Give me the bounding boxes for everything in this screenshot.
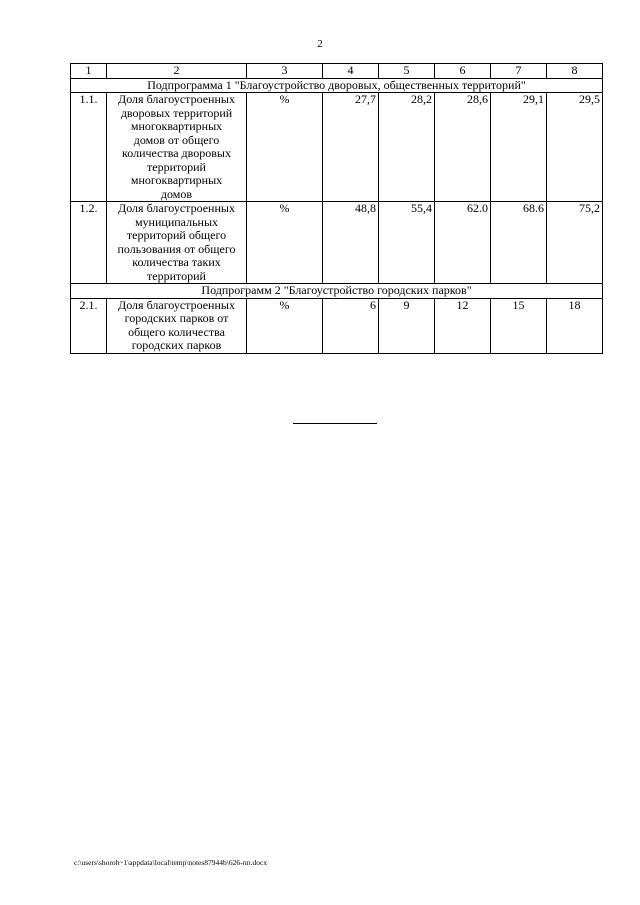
header-cell: 8 [547, 64, 603, 79]
table-row [71, 93, 603, 202]
indicator-name-line: территорий [147, 268, 206, 283]
subprogram-1-title: Подпрограмма 1 "Благоустройство дворовых, общественных территорий" [71, 78, 603, 93]
table-row [71, 202, 603, 284]
indicator-name-line: пользования от общего [117, 241, 236, 256]
indicator-name-line: Доля благоустроенных [118, 92, 235, 106]
table-header-row [71, 64, 603, 79]
header-cell: 3 [247, 64, 323, 79]
unit-cell: % [247, 93, 323, 202]
value-cell: 29,5 [547, 93, 603, 202]
page-number: 2 [317, 38, 323, 50]
value-cell: 29,1 [491, 93, 547, 202]
value-cell: 48,8 [323, 202, 379, 284]
row-number: 1.2. [71, 202, 107, 284]
header-cell: 1 [71, 64, 107, 79]
indicator-name-line: Доля благоустроенных [118, 201, 235, 215]
indicator-name-line: муниципальных [134, 214, 219, 229]
indicator-name-line: общего количества [128, 324, 225, 339]
value-cell: 28,2 [379, 93, 435, 202]
row-number: 1.1. [71, 93, 107, 202]
separator-line [293, 423, 377, 424]
value-cell: 9 [379, 298, 435, 353]
subprogram-heading-row [71, 78, 603, 93]
indicator-name-line: количества таких [132, 255, 221, 269]
header-cell: 2 [107, 64, 247, 79]
header-cell: 6 [435, 64, 491, 79]
value-cell: 75,2 [547, 202, 603, 284]
file-path-footer: c:\users\shoroh~1\appdata\local\temp\notes87944b\626-пп.docx [74, 858, 268, 867]
indicator-name-line: Доля благоустроенных [118, 297, 235, 312]
table-row [71, 298, 603, 353]
indicators-table [70, 63, 603, 354]
indicator-name-line: городских парков [131, 338, 222, 352]
value-cell: 28,6 [435, 93, 491, 202]
indicator-name [107, 298, 247, 353]
indicator-name-line: домов от общего [133, 132, 220, 147]
value-cell: 12 [435, 298, 491, 353]
subprogram-2-title: Подпрограмм 2 "Благоустройство городских парков" [71, 284, 603, 299]
indicator-name-line: домов [160, 186, 193, 201]
value-cell: 68.6 [491, 202, 547, 284]
value-cell: 18 [547, 298, 603, 353]
value-cell: 62.0 [435, 202, 491, 284]
value-cell: 6 [323, 298, 379, 353]
row-number: 2.1. [71, 298, 107, 353]
header-cell: 4 [323, 64, 379, 79]
indicator-name-line: дворовых территорий [120, 105, 233, 120]
indicator-name-line: многоквартирных [130, 119, 223, 133]
value-cell: 27,7 [323, 93, 379, 202]
value-cell: 15 [491, 298, 547, 353]
header-cell: 7 [491, 64, 547, 79]
indicator-name-line: количества дворовых [122, 146, 231, 160]
unit-cell: % [247, 298, 323, 353]
indicator-name [107, 202, 247, 284]
indicator-name-line: многоквартирных [130, 173, 223, 187]
indicator-name [107, 93, 247, 202]
value-cell: 55,4 [379, 202, 435, 284]
header-cell: 5 [379, 64, 435, 79]
unit-cell: % [247, 202, 323, 284]
indicator-name-line: территорий общего [126, 228, 227, 242]
indicator-name-line: территорий [147, 159, 206, 174]
subprogram-heading-row [71, 284, 603, 299]
indicator-name-line: городских парков от [124, 311, 229, 325]
